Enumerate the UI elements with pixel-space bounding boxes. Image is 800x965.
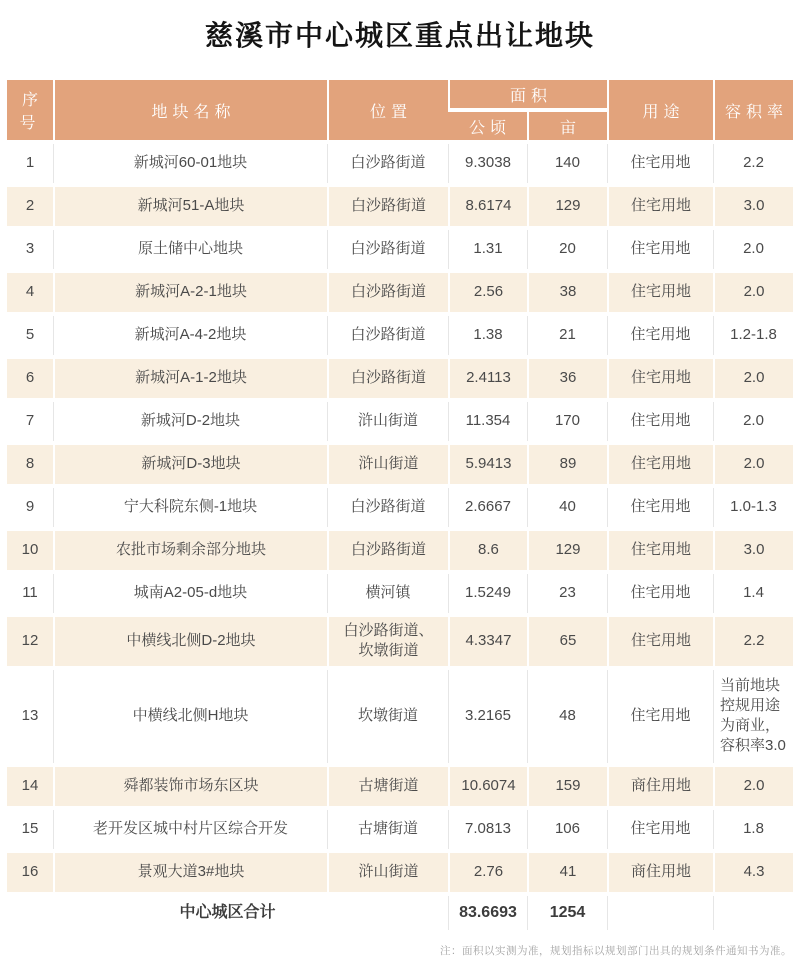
cell-use: 住宅用地 xyxy=(607,810,713,849)
total-mu: 1254 xyxy=(527,896,607,930)
cell-use: 住宅用地 xyxy=(607,273,713,312)
cell-hectares: 8.6 xyxy=(448,531,527,570)
cell-seq: 8 xyxy=(7,445,53,484)
cell-use: 住宅用地 xyxy=(607,488,713,527)
cell-seq: 15 xyxy=(7,810,53,849)
col-header-far: 容积率 xyxy=(713,80,793,140)
cell-far: 1.2-1.8 xyxy=(713,316,793,355)
col-header-area: 面积 xyxy=(448,80,607,108)
cell-mu: 41 xyxy=(527,853,607,892)
cell-use: 住宅用地 xyxy=(607,402,713,441)
cell-seq: 4 xyxy=(7,273,53,312)
cell-name: 老开发区城中村片区综合开发 xyxy=(53,810,327,849)
col-header-use: 用途 xyxy=(607,80,713,140)
cell-name: 新城河A-1-2地块 xyxy=(53,359,327,398)
cell-use: 住宅用地 xyxy=(607,670,713,763)
cell-hectares: 2.56 xyxy=(448,273,527,312)
cell-name: 中横线北侧D-2地块 xyxy=(53,617,327,666)
cell-seq: 9 xyxy=(7,488,53,527)
cell-location: 古塘街道 xyxy=(327,767,448,806)
cell-seq: 13 xyxy=(7,670,53,763)
cell-mu: 89 xyxy=(527,445,607,484)
footnote: 注：面积以实测为准，规划指标以规划部门出具的规划条件通知书为准。 xyxy=(440,944,792,957)
table-row xyxy=(7,574,793,613)
cell-far: 2.0 xyxy=(713,767,793,806)
cell-hectares: 11.354 xyxy=(448,402,527,441)
total-far xyxy=(713,896,793,930)
cell-name: 新城河51-A地块 xyxy=(53,187,327,226)
cell-mu: 65 xyxy=(527,617,607,666)
cell-location: 浒山街道 xyxy=(327,445,448,484)
cell-use: 住宅用地 xyxy=(607,144,713,183)
cell-name: 中横线北侧H地块 xyxy=(53,670,327,763)
table-row xyxy=(7,230,793,269)
cell-far: 2.0 xyxy=(713,445,793,484)
cell-seq: 7 xyxy=(7,402,53,441)
cell-location: 浒山街道 xyxy=(327,402,448,441)
table-header xyxy=(7,80,793,140)
table-row xyxy=(7,767,793,806)
cell-use: 住宅用地 xyxy=(607,617,713,666)
col-header-location: 位置 xyxy=(327,80,448,140)
cell-mu: 20 xyxy=(527,230,607,269)
cell-location: 白沙路街道、坎墩街道 xyxy=(327,617,448,666)
cell-hectares: 10.6074 xyxy=(448,767,527,806)
cell-name: 新城河D-3地块 xyxy=(53,445,327,484)
cell-hectares: 2.76 xyxy=(448,853,527,892)
cell-location: 白沙路街道 xyxy=(327,187,448,226)
cell-mu: 129 xyxy=(527,187,607,226)
cell-far: 2.2 xyxy=(713,617,793,666)
cell-name: 农批市场剩余部分地块 xyxy=(53,531,327,570)
total-label: 中心城区合计 xyxy=(7,896,448,930)
cell-hectares: 1.31 xyxy=(448,230,527,269)
cell-seq: 11 xyxy=(7,574,53,613)
cell-name: 新城河D-2地块 xyxy=(53,402,327,441)
table-row xyxy=(7,359,793,398)
cell-location: 白沙路街道 xyxy=(327,316,448,355)
cell-mu: 36 xyxy=(527,359,607,398)
cell-hectares: 1.5249 xyxy=(448,574,527,613)
cell-name: 原土储中心地块 xyxy=(53,230,327,269)
cell-location: 浒山街道 xyxy=(327,853,448,892)
cell-hectares: 8.6174 xyxy=(448,187,527,226)
cell-mu: 21 xyxy=(527,316,607,355)
table-row xyxy=(7,402,793,441)
cell-use: 住宅用地 xyxy=(607,316,713,355)
cell-far: 1.4 xyxy=(713,574,793,613)
table-row xyxy=(7,810,793,849)
cell-seq: 3 xyxy=(7,230,53,269)
table-row xyxy=(7,617,793,666)
cell-mu: 40 xyxy=(527,488,607,527)
cell-seq: 1 xyxy=(7,144,53,183)
table-row xyxy=(7,445,793,484)
total-hectares: 83.6693 xyxy=(448,896,527,930)
total-row xyxy=(7,896,793,930)
table-row xyxy=(7,670,793,763)
cell-use: 住宅用地 xyxy=(607,574,713,613)
cell-seq: 6 xyxy=(7,359,53,398)
col-header-mu: 亩 xyxy=(527,112,607,140)
cell-use: 商住用地 xyxy=(607,853,713,892)
table-row xyxy=(7,316,793,355)
cell-location: 白沙路街道 xyxy=(327,359,448,398)
cell-use: 住宅用地 xyxy=(607,230,713,269)
cell-name: 新城河A-2-1地块 xyxy=(53,273,327,312)
col-header-hectares: 公顷 xyxy=(448,112,527,140)
cell-use: 住宅用地 xyxy=(607,359,713,398)
cell-far: 2.0 xyxy=(713,402,793,441)
cell-use: 住宅用地 xyxy=(607,187,713,226)
cell-far: 2.0 xyxy=(713,230,793,269)
cell-far: 当前地块控规用途为商业，容积率3.0 xyxy=(713,670,793,763)
table-row xyxy=(7,273,793,312)
cell-mu: 159 xyxy=(527,767,607,806)
cell-location: 白沙路街道 xyxy=(327,273,448,312)
table-body xyxy=(7,144,793,892)
cell-mu: 140 xyxy=(527,144,607,183)
cell-hectares: 7.0813 xyxy=(448,810,527,849)
cell-name: 舜都装饰市场东区块 xyxy=(53,767,327,806)
cell-location: 白沙路街道 xyxy=(327,488,448,527)
cell-hectares: 2.4113 xyxy=(448,359,527,398)
table-row xyxy=(7,853,793,892)
cell-far: 3.0 xyxy=(713,187,793,226)
col-header-name: 地块名称 xyxy=(53,80,327,140)
cell-hectares: 5.9413 xyxy=(448,445,527,484)
cell-far: 1.0-1.3 xyxy=(713,488,793,527)
cell-far: 1.8 xyxy=(713,810,793,849)
total-use xyxy=(607,896,713,930)
cell-name: 城南A2-05-d地块 xyxy=(53,574,327,613)
cell-far: 4.3 xyxy=(713,853,793,892)
cell-location: 白沙路街道 xyxy=(327,144,448,183)
table-row xyxy=(7,144,793,183)
col-header-seq: 序号 xyxy=(7,80,53,140)
cell-use: 住宅用地 xyxy=(607,445,713,484)
cell-name: 新城河A-4-2地块 xyxy=(53,316,327,355)
cell-name: 新城河60-01地块 xyxy=(53,144,327,183)
page-title: 慈溪市中心城区重点出让地块 xyxy=(204,21,595,52)
cell-name: 景观大道3#地块 xyxy=(53,853,327,892)
cell-hectares: 4.3347 xyxy=(448,617,527,666)
table-row xyxy=(7,187,793,226)
cell-seq: 16 xyxy=(7,853,53,892)
cell-hectares: 1.38 xyxy=(448,316,527,355)
table-row xyxy=(7,531,793,570)
cell-far: 2.0 xyxy=(713,359,793,398)
cell-seq: 2 xyxy=(7,187,53,226)
cell-seq: 10 xyxy=(7,531,53,570)
land-plots-table xyxy=(7,76,793,934)
cell-mu: 170 xyxy=(527,402,607,441)
cell-location: 坎墩街道 xyxy=(327,670,448,763)
cell-hectares: 3.2165 xyxy=(448,670,527,763)
cell-use: 商住用地 xyxy=(607,767,713,806)
cell-location: 白沙路街道 xyxy=(327,230,448,269)
cell-use: 住宅用地 xyxy=(607,531,713,570)
cell-mu: 129 xyxy=(527,531,607,570)
cell-hectares: 2.6667 xyxy=(448,488,527,527)
cell-mu: 38 xyxy=(527,273,607,312)
cell-far: 2.2 xyxy=(713,144,793,183)
cell-name: 宁大科院东侧-1地块 xyxy=(53,488,327,527)
cell-hectares: 9.3038 xyxy=(448,144,527,183)
cell-location: 横河镇 xyxy=(327,574,448,613)
cell-far: 3.0 xyxy=(713,531,793,570)
table-row xyxy=(7,488,793,527)
cell-seq: 12 xyxy=(7,617,53,666)
cell-mu: 23 xyxy=(527,574,607,613)
cell-far: 2.0 xyxy=(713,273,793,312)
cell-seq: 5 xyxy=(7,316,53,355)
cell-location: 白沙路街道 xyxy=(327,531,448,570)
cell-mu: 48 xyxy=(527,670,607,763)
cell-mu: 106 xyxy=(527,810,607,849)
table-footer xyxy=(7,896,793,930)
cell-location: 古塘街道 xyxy=(327,810,448,849)
cell-seq: 14 xyxy=(7,767,53,806)
